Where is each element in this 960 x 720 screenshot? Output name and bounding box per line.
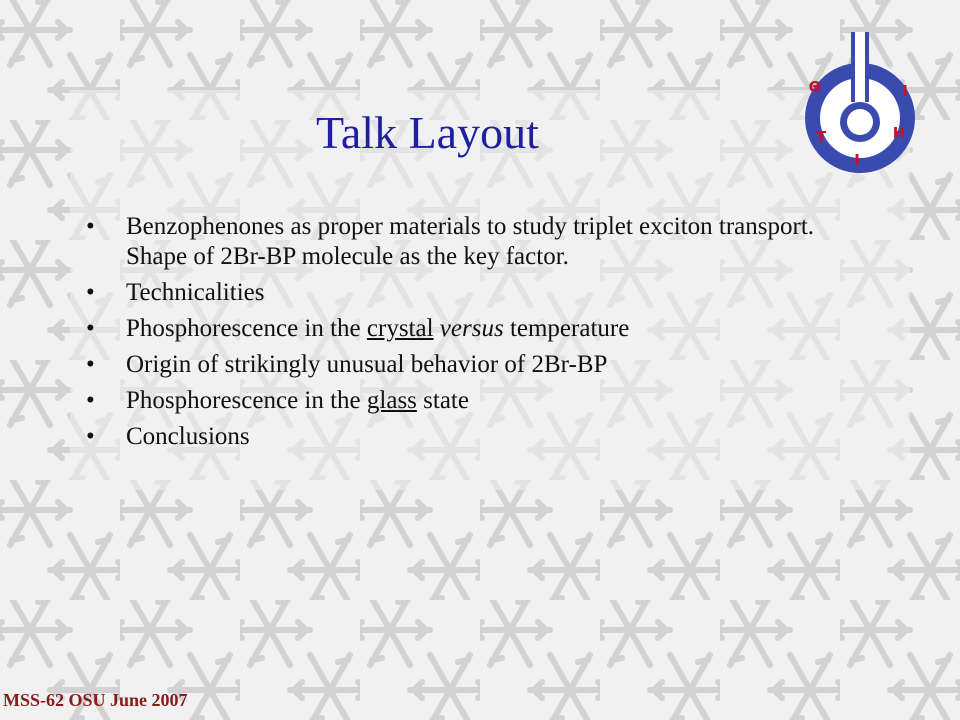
bullet-dot: • xyxy=(86,315,95,342)
slide-title: Talk Layout xyxy=(316,107,539,158)
slide-footer: MSS-62 OSU June 2007 xyxy=(3,690,188,710)
svg-text:Θ: Θ xyxy=(808,78,822,96)
underlined-word: crystal xyxy=(366,315,434,342)
bullet-item xyxy=(86,314,866,344)
bullet-dot: • xyxy=(86,387,95,414)
bullet-item xyxy=(86,212,866,272)
bullet-item xyxy=(86,278,866,308)
bullet-text: Conclusions xyxy=(126,423,250,450)
bullet-text: Phosphorescence in the crystal versus temperature xyxy=(126,315,630,342)
bullet-item xyxy=(86,386,866,416)
svg-text:Τ: Τ xyxy=(815,128,827,146)
bullet-dot: • xyxy=(86,423,95,450)
svg-text:Ι: Ι xyxy=(902,82,908,100)
bullet-dot: • xyxy=(86,213,95,240)
bullet-text: Origin of strikingly unusual behavior of 2Br-BP xyxy=(126,351,608,378)
bullet-item xyxy=(86,350,866,380)
svg-text:Ι: Ι xyxy=(854,151,860,169)
bullet-dot: • xyxy=(86,279,95,306)
bullet-dot: • xyxy=(86,351,95,378)
institute-logo xyxy=(795,30,925,175)
bullet-item xyxy=(86,422,866,452)
svg-text:Η: Η xyxy=(892,124,906,142)
bullet-list xyxy=(86,212,866,458)
bullet-text: Benzophenones as proper materials to study triplet exciton transport. Shape of 2Br-BP molecule as the key factor. xyxy=(126,213,815,270)
underlined-word: glass xyxy=(366,387,417,414)
italic-word: versus xyxy=(439,315,504,342)
bullet-text: Technicalities xyxy=(126,279,265,306)
bullet-text: Phosphorescence in the glass state xyxy=(126,387,469,414)
